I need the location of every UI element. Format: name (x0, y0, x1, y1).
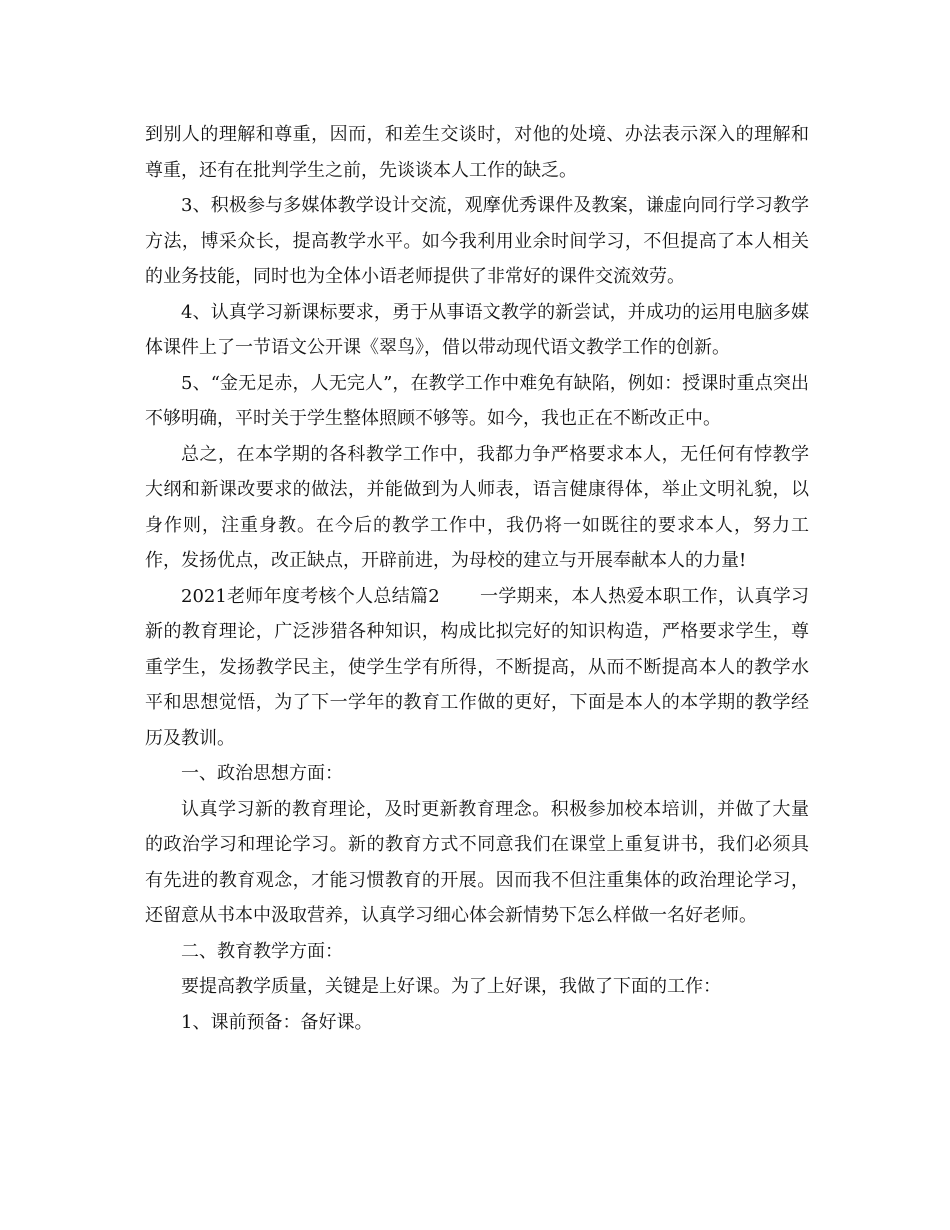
paragraph-teaching: 要提高教学质量，关键是上好课。为了上好课，我做了下面的工作： (181, 976, 721, 997)
document-body (145, 117, 809, 1040)
paragraph-article2 (145, 579, 809, 757)
paragraph-item-5: 5、“金无足赤，人无完人”，在教学工作中难免有缺陷，例如：授课时重点突出不够明确，平时关于学生整体照顾不够等。如今，我也正在不断改正中。 (145, 372, 809, 429)
article2-title: 2021老师年度考核个人总结篇2 (181, 585, 440, 607)
paragraph-item-3: 3、积极参与多媒体教学设计交流，观摩优秀课件及教案，谦虚向同行学习教学方法，博采众长，提高教学水平。如今我利用业余时间学习，不但提高了本人相关的业务技能，同时也为全体小语老师提供了非常好的课件交流效劳。 (145, 195, 809, 287)
paragraph-prep: 1、课前预备：备好课。 (181, 1011, 373, 1033)
paragraph-continuation: 到别人的理解和尊重，因而，和差生交谈时，对他的处境、办法表示深入的理解和尊重，还有在批判学生之前，先谈谈本人工作的缺乏。 (145, 124, 809, 181)
heading-politics: 一、政治思想方面： (181, 763, 343, 784)
heading-teaching: 二、教育教学方面： (181, 940, 343, 962)
paragraph-politics: 认真学习新的教育理论，及时更新教育理念。积极参加校本培训，并做了大量的政治学习和理论学习。新的教育方式不同意我们在课堂上重复讲书，我们必须具有先进的教育观念，才能习惯教育的开展。因而我不但注重集体的政治理论学习，还留意从书本中汲取营养，认真学习细心体会新情势下怎么样做一名好老师。 (145, 798, 809, 926)
paragraph-item-4: 4、认真学习新课标要求，勇于从事语文教学的新尝试，并成功的运用电脑多媒体课件上了一节语文公开课《翠鸟》，借以带动现代语文教学工作的创新。 (145, 301, 809, 358)
paragraph-summary: 总之，在本学期的各科教学工作中，我都力争严格要求本人，无任何有悖教学大纲和新课改要求的做法，并能做到为人师表，语言健康得体，举止文明礼貌，以身作则，注重身教。在今后的教学工作中，我仍将一如既往的要求本人，努力工作，发扬优点，改正缺点，开辟前进，为母校的建立与开展奉献本人的力量! (145, 443, 809, 571)
article2-intro: 一学期来，本人热爱本职工作，认真学习新的教育理论，广泛涉猎各种知识，构成比拟完好的知识构造，严格要求学生，尊重学生，发扬教学民主，使学生学有所得，不断提高，从而不断提高本人的教学水平和思想觉悟，为了下一学年的教育工作做的更好，下面是本人的本学期的教学经历及教训。 (145, 585, 810, 749)
